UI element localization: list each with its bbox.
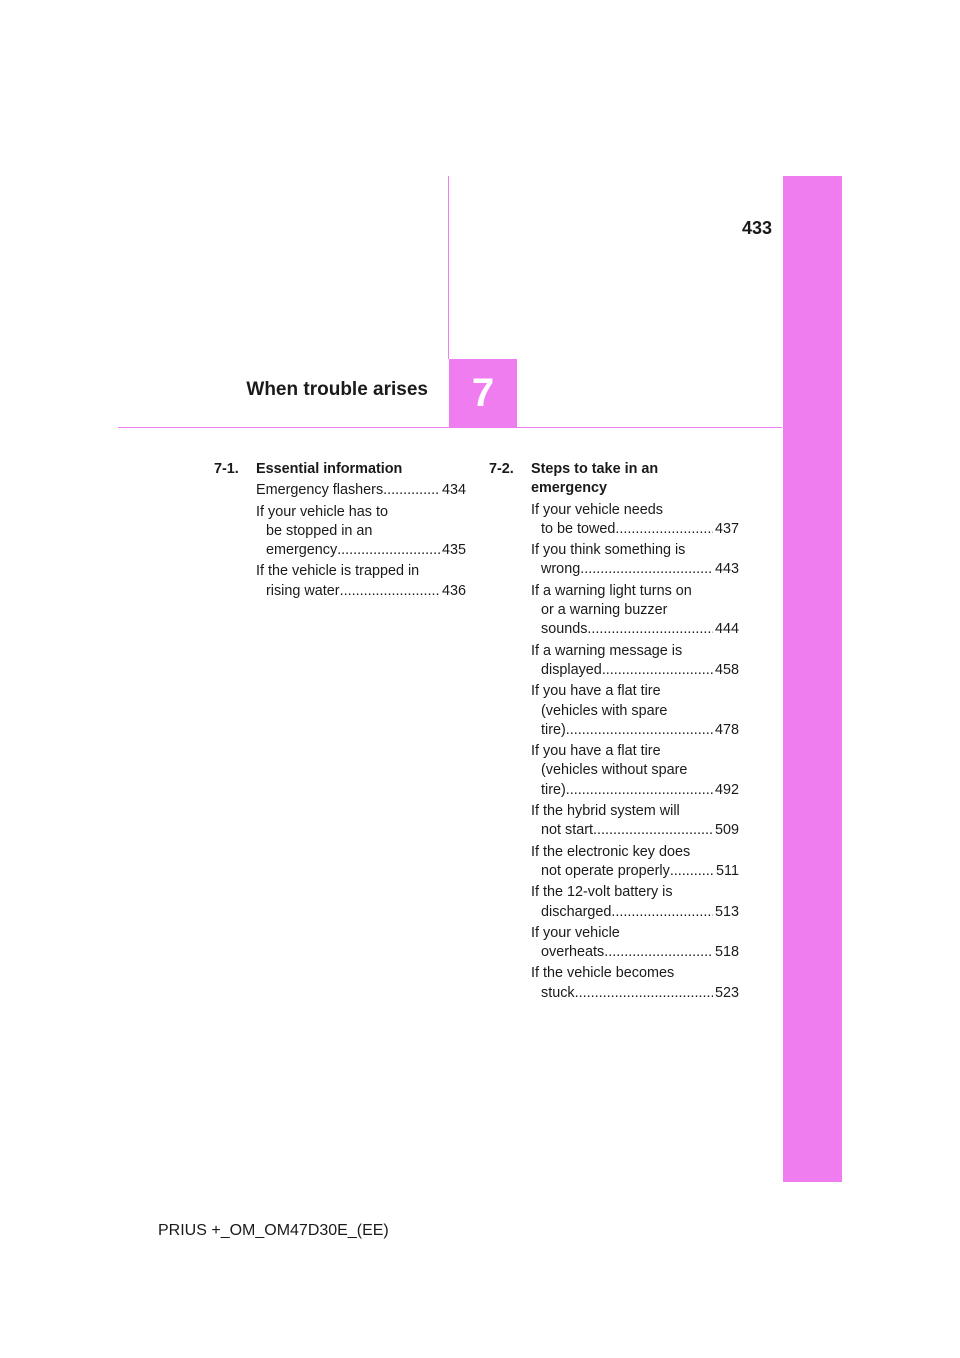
- toc-entry[interactable]: [531, 501, 739, 540]
- toc-page-number: 434: [441, 482, 466, 499]
- toc-entry-text: overheats: [541, 944, 605, 961]
- toc-entry[interactable]: [531, 883, 739, 922]
- toc-page-number: 523: [714, 984, 739, 1001]
- toc-page-number: 509: [714, 822, 739, 839]
- toc-entry-line: or a warning buzzer: [541, 602, 668, 619]
- dot-leader: [566, 781, 713, 800]
- document-code: PRIUS +_OM_OM47D30E_(EE): [158, 1222, 389, 1239]
- toc-entry-last-line: [531, 661, 739, 680]
- toc-entry-last-line: [531, 560, 739, 579]
- toc-page-number: 437: [714, 520, 739, 537]
- toc-entry-line: be stopped in an: [266, 522, 373, 539]
- toc-entry-text: emergency: [266, 542, 338, 559]
- toc-page-number: 518: [714, 944, 739, 961]
- toc-entry-last-line: [531, 520, 739, 539]
- toc-entry-text: sounds: [541, 621, 588, 638]
- chapter-side-tab: [783, 176, 842, 1182]
- dot-leader: [604, 943, 713, 962]
- toc-entry-line: (vehicles with spare: [541, 702, 668, 719]
- toc-entries: [489, 501, 739, 1003]
- toc-entry-line: If the vehicle becomes: [531, 965, 675, 982]
- toc-entry-last-line: [531, 943, 739, 962]
- toc-entry-last-line: [531, 721, 739, 740]
- toc-entry-last-line: [256, 541, 466, 560]
- toc-entry-text: not start.: [541, 822, 597, 839]
- toc-entries: [214, 481, 466, 601]
- toc-entry[interactable]: [531, 742, 739, 800]
- dot-leader: [566, 721, 713, 740]
- toc-entry-line: If the vehicle is trapped in: [256, 563, 420, 580]
- toc-entry-last-line: [531, 903, 739, 922]
- toc-entry-line: If your vehicle needs: [531, 501, 663, 518]
- toc-page-number: 513: [714, 903, 739, 920]
- toc-entry-text: stuck: [541, 984, 575, 1001]
- dot-leader: [611, 903, 713, 922]
- toc-entry-line: If the 12-volt battery is: [531, 884, 673, 901]
- dot-leader: [615, 520, 713, 539]
- toc-entry[interactable]: [256, 503, 466, 561]
- toc-page-number: 492: [714, 781, 739, 798]
- toc-entry-line: If your vehicle has to: [256, 503, 388, 520]
- toc-entry-line: If you have a flat tire: [531, 743, 661, 760]
- section-title-line: Steps to take in an: [531, 461, 659, 477]
- toc-entry[interactable]: [531, 924, 739, 963]
- section-title: [531, 460, 658, 499]
- toc-entry[interactable]: [256, 562, 466, 601]
- section-number: 7-2.: [489, 461, 514, 477]
- toc-entry-line: If your vehicle: [531, 924, 620, 941]
- toc-entry-line: If the electronic key does: [531, 843, 691, 860]
- dot-leader: [337, 541, 440, 560]
- toc-entry-last-line: [531, 781, 739, 800]
- toc-entry-last-line: [256, 481, 466, 500]
- toc-section-7-2: [489, 460, 739, 1003]
- chapter-number: 7: [471, 370, 495, 415]
- toc-entry-text: wrong: [541, 561, 581, 578]
- section-heading: [214, 460, 466, 479]
- toc-entry-text: to be towed: [541, 520, 616, 537]
- toc-entry[interactable]: [531, 582, 739, 640]
- toc-entry-line: (vehicles without spare: [541, 762, 688, 779]
- toc-entry[interactable]: [531, 642, 739, 681]
- dot-leader: [340, 582, 440, 601]
- toc-entry[interactable]: [531, 682, 739, 740]
- dot-leader: [587, 620, 713, 639]
- section-title: [256, 460, 402, 479]
- toc-entry-text: tire): [541, 781, 566, 798]
- toc-entry-line: If a warning message is: [531, 642, 683, 659]
- dot-leader: [597, 821, 713, 840]
- toc-entry-last-line: [256, 582, 466, 601]
- toc-page-number: 436: [441, 582, 466, 599]
- toc-entry-line: If you think something is: [531, 542, 686, 559]
- section-title-line: emergency: [531, 480, 607, 497]
- horizontal-rule: [118, 427, 782, 428]
- section-title-line: Essential information: [256, 461, 403, 477]
- toc-entry-text: not operate properly: [541, 862, 670, 879]
- toc-page-number: 444: [714, 621, 739, 638]
- toc-entry-last-line: [531, 862, 739, 881]
- toc-page-number: 478: [714, 721, 739, 738]
- toc-entry-text: tire): [541, 721, 566, 738]
- toc-entry-last-line: [531, 984, 739, 1003]
- toc-entry-text: rising water: [266, 582, 340, 599]
- dot-leader: [383, 481, 440, 500]
- section-heading: [489, 460, 739, 499]
- chapter-title: When trouble arises: [246, 379, 428, 400]
- dot-leader: [602, 661, 713, 680]
- toc-entry[interactable]: [531, 541, 739, 580]
- chapter-number-box: [449, 359, 517, 427]
- toc-page-number: 458: [714, 661, 739, 678]
- toc-entry-line: If the hybrid system will: [531, 803, 680, 820]
- toc-entry-last-line: [531, 821, 739, 840]
- toc-entry[interactable]: [531, 964, 739, 1003]
- toc-entry-last-line: [531, 620, 739, 639]
- toc-entry[interactable]: [531, 802, 739, 841]
- toc-section-7-1: [214, 460, 466, 601]
- dot-leader: [670, 862, 714, 881]
- toc-entry-text: Emergency flashers: [256, 482, 384, 499]
- toc-entry-text: displayed: [541, 661, 602, 678]
- toc-entry[interactable]: [531, 843, 739, 882]
- dot-leader: [580, 560, 713, 579]
- toc-entry-line: If you have a flat tire: [531, 683, 661, 700]
- toc-page-number: 435: [441, 542, 466, 559]
- toc-page-number: 443: [714, 561, 739, 578]
- dot-leader: [575, 984, 713, 1003]
- toc-entry-text: discharged: [541, 903, 612, 920]
- toc-entry-line: If a warning light turns on: [531, 582, 692, 599]
- page-number: 433: [741, 218, 772, 238]
- section-number: 7-1.: [214, 461, 239, 477]
- toc-page-number: 511: [716, 862, 739, 879]
- toc-entry[interactable]: [256, 481, 466, 500]
- vertical-rule: [448, 176, 449, 359]
